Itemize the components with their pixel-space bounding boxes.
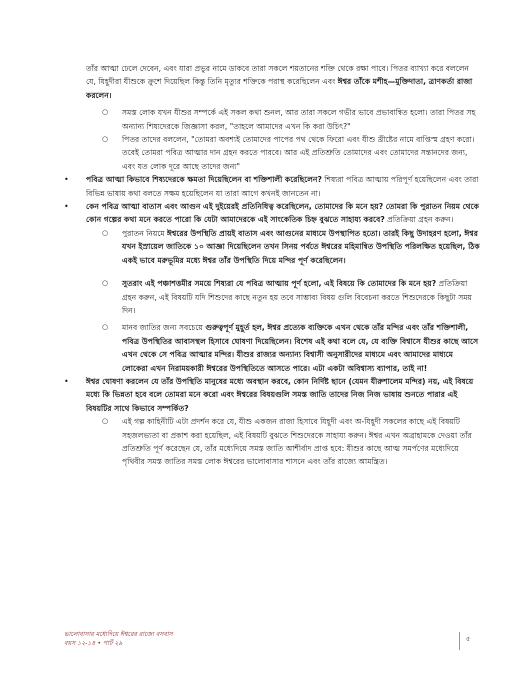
list-item bbox=[64, 227, 480, 267]
circle-bullet-icon: ○ bbox=[102, 228, 109, 237]
list-item-text: প্রতিক্রিয়া গ্রহন করুন, এই বিষয়টি যদি শিশুদের কাছে নতুন হয় তবে সাম্ভাব্য বিষয় গুলি বিবেচনা করতে শিশুদেরকে কিছুটা সময় দিন। bbox=[122, 279, 472, 315]
question-item bbox=[64, 200, 480, 227]
question-text: পবিত্র আত্মা কিভাবে শিষ্যদেরকে ক্ষমতা দিয়েছিলেন বা শক্তিশালী করেছিলেন? bbox=[86, 175, 322, 185]
question-text: ঈশ্বর ঘোষণা করলেন যে তাঁর উপস্থিতি মানুষের মধ্যে অবস্থান করবে, কোন নির্দিষ্ট ছানে (যেমন যীরুশালেম মন্দির) নয়, এই বিষয়ে মধ্যে কি ভিন্নতা হবে বলে তোমরা মনে করো এবং ঈশ্বরের বিষয়গুলি সমস্ত জাতি তাদের নিজ নিজ ভাষায় শুনতে পারার এই বিষয়টির সাথে কিভাবে সম্পর্কিত? bbox=[86, 376, 474, 413]
intro-bold-text: ঈশ্বর তাঁকে মশীহ—মুক্তিদাতা, ত্রাণকর্তা রাজা করলেন। bbox=[86, 77, 473, 100]
list-item bbox=[64, 277, 480, 317]
footer-subtitle: বয়স ১২-১৪ • পার্ট ২৯ bbox=[64, 640, 123, 647]
list-item-bold-text: গুরুত্বপূর্ণ মুহূর্ত হল, ঈশ্বর প্রত্যেক ব্যক্তিকে এখন থেকে তাঁর মন্দির এবং তাঁর শক্তিশালী, পবিত্র উপস্থিতির আবাসস্থল হিসাবে ঘোষণা দিয়েছিলেন। বিশেষ এই কথা বলে যে, যে ব্যক্তি বিশ্বাসে যীশুর কাছে আসে এখন থেকে সে পবিত্র আত্মার মন্দির। যীশুর রাজ্যর অন্যান্য বিশ্বাসী অনুসারীদের মাধ্যমে এবং আমাদের মাধ্যমে লোকেরা এখন নিরাময়কারী ঈশ্বরের উপস্থিতিতে আসতে পারে। এটা একটা অবিশ্বাস্য ব্যাপার, তাই না! bbox=[122, 323, 479, 373]
bullet-icon: • bbox=[64, 202, 69, 212]
list-item-text: সমস্ত লোক যখন যীশুর সম্পর্কে এই সকল কথা শুনল, আর তারা সকলে গভীর ভাবে প্রভাবান্বিত হলো। তারা পিতর সহ অন্যান্য শিষ্যদেরকে জিজ্ঞাসা করল, "তাহলে আমাদের এখন কি করা উচিৎ?" bbox=[122, 108, 476, 131]
question-item bbox=[64, 173, 480, 200]
circle-bullet-icon: ○ bbox=[102, 108, 109, 117]
page-number: ৫ bbox=[466, 635, 471, 643]
answer-text: প্রতিক্রিয়া গ্রহন করুন। bbox=[384, 215, 454, 225]
list-item bbox=[64, 415, 480, 469]
footer-title: ভালোবাসার মধ্যেদিয়ে ঈশ্বরের রাজ্যে বসবাস bbox=[64, 631, 173, 638]
list-item bbox=[64, 133, 480, 173]
list-item-text: পিতর তাদের বললেন, "তোমরা অবশ্যই তোমাদের পাপের পথ থেকে ফিরো এবং যীশু খ্রীষ্টের নামে বাপ্তিস্ম গ্রহণ করো। তবেই তোমরা পবিত্র আত্মার দান গ্রহন করতে পারবে। আর এই প্রতিশ্রুতি তোমাদের এবং তোমাদের সন্তানদের জন্য, এবং যত লোক দূরে আছে তাদের জন্য" bbox=[122, 135, 475, 171]
circle-bullet-icon: ○ bbox=[102, 417, 109, 426]
page-footer bbox=[64, 630, 474, 648]
bullet-icon: • bbox=[64, 376, 69, 386]
circle-bullet-icon: ○ bbox=[102, 279, 109, 288]
question-item bbox=[64, 375, 480, 415]
list-item-bold-text: ঈশ্বরের উপস্থিতি প্রায়ই বাতাস এবং আগুনের মাধ্যমে উপস্থাপিত হতো। তারই কিছু উদাহরণ হলো, ঈশ্বর যখন ইস্রায়েল জাতিকে ১০ আজ্ঞা দিয়েছিলেন তখন সিনয় পর্বতে ঈশ্বরের মহিমান্বিত উপস্থিতি পরিলক্ষিত হয়েছিল, ঠিক একই ভাবে মরুভূমির মধ্যে ঈশ্বর তাঁর উপস্থিতি দিয়ে মন্দির পূর্ণ করেছিলেন। bbox=[122, 228, 480, 265]
list-item-bold-text: সুতরাং এই পঞ্চাশত্তমীর সময়ে শিষ্যরা যে পবিত্র আত্মায় পূর্ণ হলো, এই বিষয়ে কি তোমাদের কি মনে হয়? bbox=[122, 279, 437, 289]
circle-bullet-icon: ○ bbox=[102, 135, 109, 144]
list-item-text: পুরাতন নিয়মে bbox=[122, 228, 168, 238]
footer-divider bbox=[459, 632, 460, 650]
list-item bbox=[64, 106, 480, 133]
list-item-text: মানব জাতির জন্য সবচেয়ে bbox=[122, 323, 206, 333]
answer-text: শিষ্যরা পবিত্র আত্মায় পরিপূর্ণ হয়েছিলেন এবং তারা বিভিন্ন ভাষায় কথা বলতে সক্ষম হয়েছিলেন যা তারা আগে কখনই জানতেন না। bbox=[86, 175, 479, 198]
circle-bullet-icon: ○ bbox=[102, 323, 109, 332]
list-item bbox=[64, 321, 480, 375]
question-text: কেন পবিত্র আত্মা বাতাস এবং আগুন এই দুইয়েরই প্রতিনিধিত্ব করেছিলেন, তোমাদের কি মনে হয়? তোমরা কি পুরাতন নিয়ম থেকে কোন গল্পের কথা মনে করতে পারো কি যেটা আমাদেরকে এই সাংকেতিক চিহ্ন বুঝতে সাহায্য করবে? bbox=[86, 202, 479, 225]
list-item-text: এই গল্প কাহিনীটি এটা প্রদর্শন করে যে, যীশু একজন রাজা হিসাবে যিহূদী এবং অ-যিহূদী সকলের কাছে এই বিষয়টি সহজলভ্যতা বা প্রকাশ করা হয়েছিল, এই বিষয়টি বুঝতে শিশুদেরকে সাহায্য করুন। ঈশ্বর এখন অব্রাহামকে দেওয়া তাঁর প্রতিশ্রুতি পূর্ণ করেছেন যে, তাঁর মধ্যেদিয়ে সমস্ত জাতি আশীর্বাদ প্রাপ্ত হবে: যীশুর কাছে আত্ম সমর্পণের মধ্যেদিয়ে পৃথিবীর সমস্ত জাতির সমস্ত লোক ঈশ্বরের ভালোবাসার শাসনে এবং তাঁর রাজ্যে আমন্ত্রিত। bbox=[122, 417, 472, 467]
document-body bbox=[64, 62, 480, 469]
bullet-icon: • bbox=[64, 175, 69, 185]
intro-paragraph bbox=[86, 62, 480, 102]
intro-text: তাঁর আত্মা ঢেলে দেবেন, এবং যারা প্রভুর নামে ডাকবে তারা সকলে শয়তানের শক্তি থেকে রক্ষা পাবে। পিতর ব্যাখ্যা করে বললেন যে, যিহূদীরা যীশুকে ক্রুশে দিয়েছিল কিন্তু তিনি মৃত্যুর শক্তিকে পরাস্থ করেছিলেন এবং bbox=[86, 64, 469, 87]
